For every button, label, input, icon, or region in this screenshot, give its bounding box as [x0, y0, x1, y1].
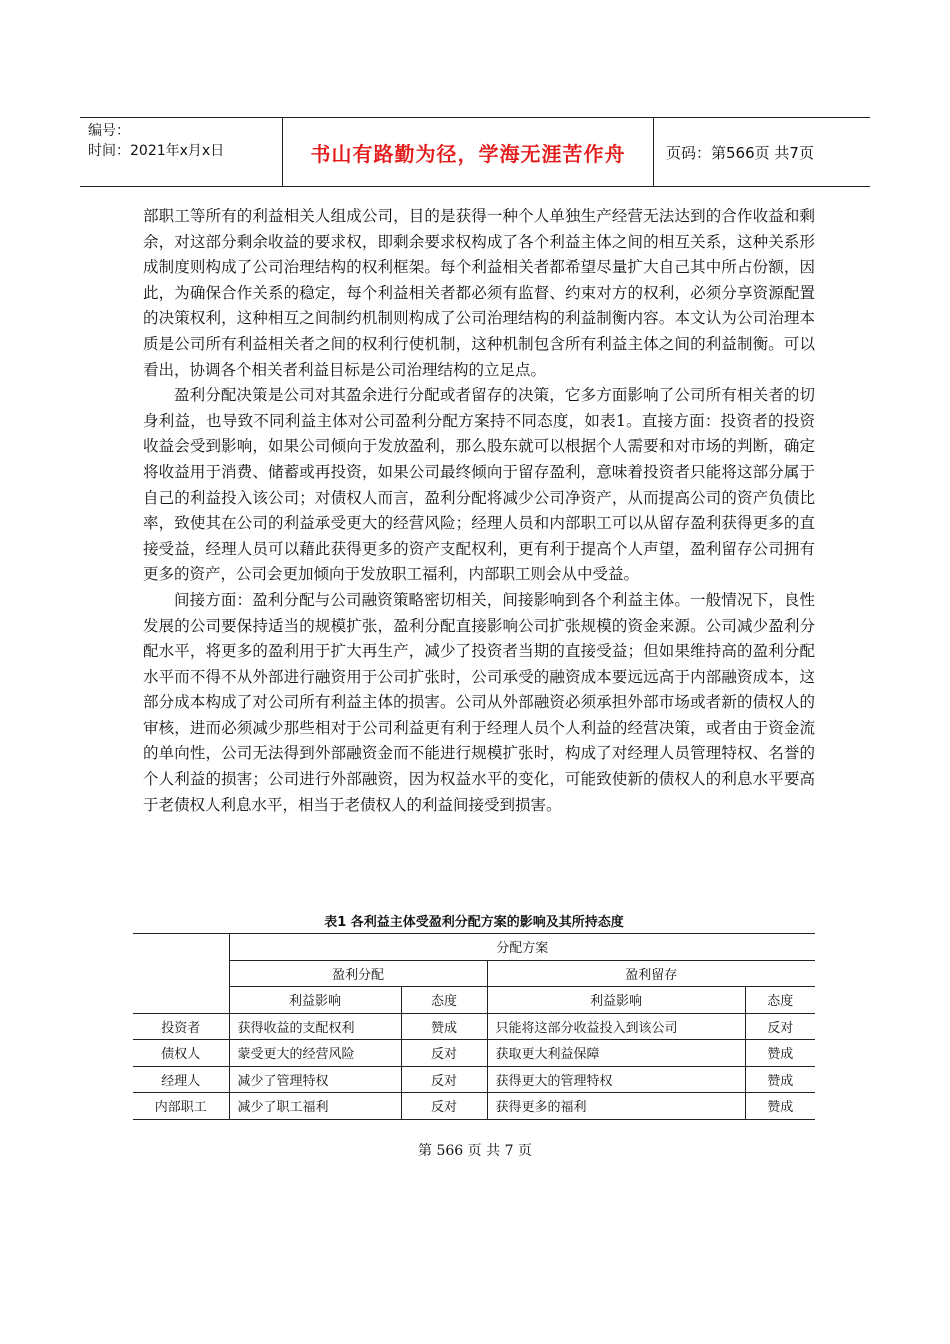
page-header — [80, 117, 870, 187]
impact-cell: 获取更大利益保障 — [487, 1040, 745, 1067]
header-meta — [80, 118, 282, 186]
attitude-cell: 反对 — [745, 1013, 815, 1040]
impact-cell: 减少了职工福利 — [229, 1093, 401, 1120]
page-footer: 第 566 页 共 7 页 — [418, 1143, 532, 1159]
table-row — [133, 1013, 815, 1040]
impact-cell: 获得收益的支配权利 — [229, 1013, 401, 1040]
attitude-cell: 赞成 — [745, 1066, 815, 1093]
table-header-row — [133, 934, 815, 961]
table-row — [133, 1040, 815, 1067]
col-attitude-header: 态度 — [745, 987, 815, 1014]
subject-cell: 内部职工 — [133, 1093, 229, 1120]
attitude-table — [133, 933, 815, 1120]
attitude-cell: 反对 — [401, 1093, 487, 1120]
table-header-row — [133, 987, 815, 1014]
body-text — [143, 204, 815, 818]
corner-cell — [133, 934, 229, 1014]
plan-b-header: 盈利留存 — [487, 960, 815, 987]
table-header-row — [133, 960, 815, 987]
plan-a-header: 盈利分配 — [229, 960, 487, 987]
subject-cell: 经理人 — [133, 1066, 229, 1093]
table-title: 表1 各利益主体受盈利分配方案的影响及其所持态度 — [324, 915, 624, 930]
motto: 书山有路勤为径，学海无涯苦作舟 — [310, 141, 626, 166]
attitude-cell: 赞成 — [745, 1093, 815, 1120]
col-impact-header: 利益影响 — [229, 987, 401, 1014]
col-impact-header: 利益影响 — [487, 987, 745, 1014]
table-row — [133, 1093, 815, 1120]
attitude-cell: 反对 — [401, 1040, 487, 1067]
group-header: 分配方案 — [229, 934, 815, 961]
header-page-code-cell — [654, 118, 870, 186]
page-code: 页码：第566页 共7页 — [666, 143, 814, 162]
header-motto-cell — [282, 118, 654, 186]
impact-cell: 获得更大的管理特权 — [487, 1066, 745, 1093]
impact-cell: 蒙受更大的经营风险 — [229, 1040, 401, 1067]
attitude-cell: 反对 — [401, 1066, 487, 1093]
col-attitude-header: 态度 — [401, 987, 487, 1014]
impact-cell: 获得更多的福利 — [487, 1093, 745, 1120]
subject-cell: 投资者 — [133, 1013, 229, 1040]
subject-cell: 债权人 — [133, 1040, 229, 1067]
table-row — [133, 1066, 815, 1093]
impact-cell: 只能将这部分收益投入到该公司 — [487, 1013, 745, 1040]
paragraph: 盈利分配决策是公司对其盈余进行分配或者留存的决策，它多方面影响了公司所有相关者的切身利益，也导致不同利益主体对公司盈利分配方案持不同态度，如表1。直接方面：投资者的投资收益会受到影响，如果公司倾向于发放盈利，那么股东就可以根据个人需要和对市场的判断，确定将收益用于消费、储蓄或再投资，如果公司最终倾向于留存盈利，意味着投资者只能将这部分属于自己的利益投入该公司；对债权人而言，盈利分配将减少公司净资产，从而提高公司的资产负债比率，致使其在公司的利益承受更大的经营风险；经理人员和内部职工可以从留存盈利获得更多的直接受益，经理人员可以藉此获得更多的资产支配权利，更有利于提高个人声望，盈利留存公司拥有更多的资产，公司会更加倾向于发放职工福利，内部职工则会从中受益。 — [143, 386, 815, 584]
paragraph: 间接方面：盈利分配与公司融资策略密切相关，间接影响到各个利益主体。一般情况下，良性发展的公司要保持适当的规模扩张，盈利分配直接影响公司扩张规模的资金来源。公司减少盈利分配水平，将更多的盈利用于扩大再生产，减少了投资者当期的直接受益；但如果维持高的盈利分配水平而不得不从外部进行融资用于公司扩张时，公司承受的融资成本要远远高于内部融资成本，这部分成本构成了对公司所有利益主体的损害。公司从外部融资必须承担外部市场或者新的债权人的审核，进而必须减少那些相对于公司利益更有利于经理人员个人利益的经营决策，或者由于资金流的单向性，公司无法得到外部融资金而不能进行规模扩张时，构成了对经理人员管理特权、名誉的个人利益的损害；公司进行外部融资，因为权益水平的变化，可能致使新的债权人的利息水平要高于老债权人利息水平，相当于老债权人的利益间接受到损害。 — [143, 590, 815, 814]
impact-cell: 减少了管理特权 — [229, 1066, 401, 1093]
attitude-cell: 赞成 — [745, 1040, 815, 1067]
number-label: 编号： — [88, 123, 130, 139]
paragraph: 部职工等所有的利益相关人组成公司，目的是获得一种个人单独生产经营无法达到的合作收益和剩余，对这部分剩余收益的要求权，即剩余要求权构成了各个利益主体之间的相互关系，这种关系形成制度则构成了公司治理结构的权利框架。每个利益相关者都希望尽量扩大自己其中所占份额，因此，为确保合作关系的稳定，每个利益相关者都必须有监督、约束对方的权利，必须分享资源配置的决策权利，这种相互之间制约机制则构成了公司治理结构的利益制衡内容。本文认为公司治理本质是公司所有利益相关者之间的权利行使机制，这种机制包含所有利益主体之间的利益制衡。可以看出，协调各个相关者利益目标是公司治理结构的立足点。 — [143, 207, 815, 379]
time-label: 时间：2021年x月x日 — [88, 143, 225, 159]
attitude-cell: 赞成 — [401, 1013, 487, 1040]
